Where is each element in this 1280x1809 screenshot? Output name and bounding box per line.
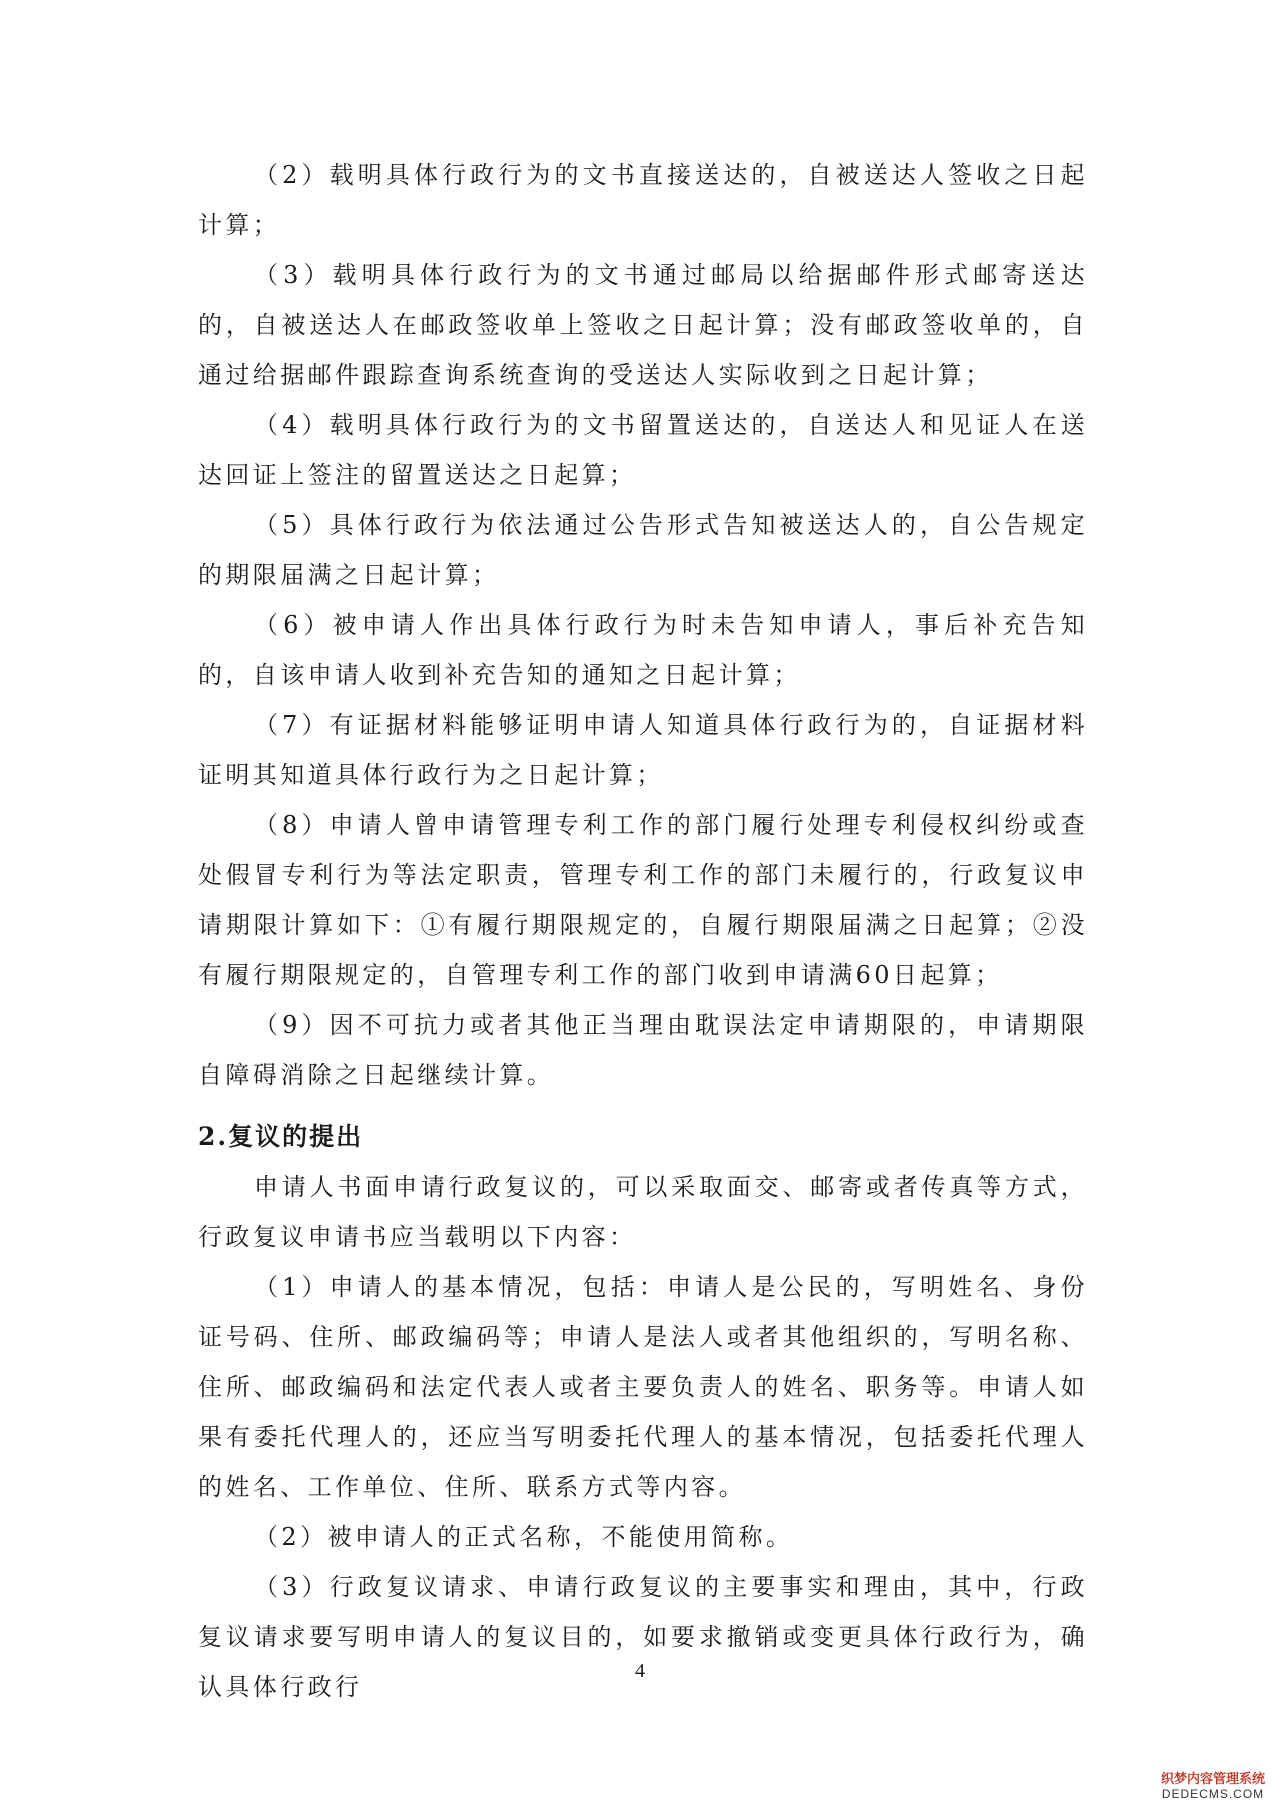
paragraph-item-5: （5）具体行政行为依法通过公告形式告知被送达人的，自公告规定的期限届满之日起计算； — [198, 511, 1088, 589]
paragraph-item-6: （6）被申请人作出具体行政行为时未告知申请人，事后补充告知的，自该申请人收到补充告知的通知之日起计算； — [198, 611, 1088, 689]
paragraph-item-2: （2）载明具体行政行为的文书直接送达的，自被送达人签收之日起计算； — [198, 161, 1088, 239]
paragraph-item-9: （9）因不可抗力或者其他正当理由耽误法定申请期限的，申请期限自障碍消除之日起继续计算。 — [198, 1011, 1088, 1089]
watermark-logo — [1154, 1771, 1272, 1801]
section-intro-paragraph: 申请人书面申请行政复议的，可以采取面交、邮寄或者传真等方式，行政复议申请书应当载明以下内容： — [198, 1173, 1088, 1251]
watermark-title: 织梦内容管理系统 — [1160, 1771, 1265, 1786]
requirement-item-1: （1）申请人的基本情况，包括：申请人是公民的，写明姓名、身份证号码、住所、邮政编码等；申请人是法人或者其他组织的，写明名称、住所、邮政编码和法定代表人或者主要负责人的姓名、职务等。申请人如果有委托代理人的，还应当写明委托代理人的基本情况，包括委托代理人的姓名、工作单位、住所、联系方式等内容。 — [198, 1273, 1088, 1501]
page-number: 4 — [635, 1660, 645, 1682]
paragraph-item-3: （3）载明具体行政行为的文书通过邮局以给据邮件形式邮寄送达的，自被送达人在邮政签收单上签收之日起计算；没有邮政签收单的，自通过给据邮件跟踪查询系统查询的受送达人实际收到之日起计算； — [198, 261, 1088, 389]
paragraph-item-7: （7）有证据材料能够证明申请人知道具体行政行为的，自证据材料证明其知道具体行政行为之日起计算； — [198, 711, 1088, 789]
document-body — [198, 150, 1088, 1712]
paragraph-item-8: （8）申请人曾申请管理专利工作的部门履行处理专利侵权纠纷或查处假冒专利行为等法定职责，管理专利工作的部门未履行的，行政复议申请期限计算如下：①有履行期限规定的，自履行期限届满之日起算；②没有履行期限规定的，自管理专利工作的部门收到申请满60日起算； — [198, 811, 1088, 989]
section-heading: 2.复议的提出 — [198, 1122, 364, 1151]
requirement-item-3: （3）行政复议请求、申请行政复议的主要事实和理由，其中，行政复议请求要写明申请人的复议目的，如要求撤销或变更具体行政行为，确认具体行政行 — [198, 1573, 1088, 1701]
watermark-url: DEDECMS.COM — [1161, 1787, 1265, 1801]
paragraph-item-4: （4）载明具体行政行为的文书留置送达的，自送达人和见证人在送达回证上签注的留置送达之日起算； — [198, 411, 1088, 489]
requirement-item-2: （2）被申请人的正式名称，不能使用简称。 — [254, 1523, 794, 1551]
